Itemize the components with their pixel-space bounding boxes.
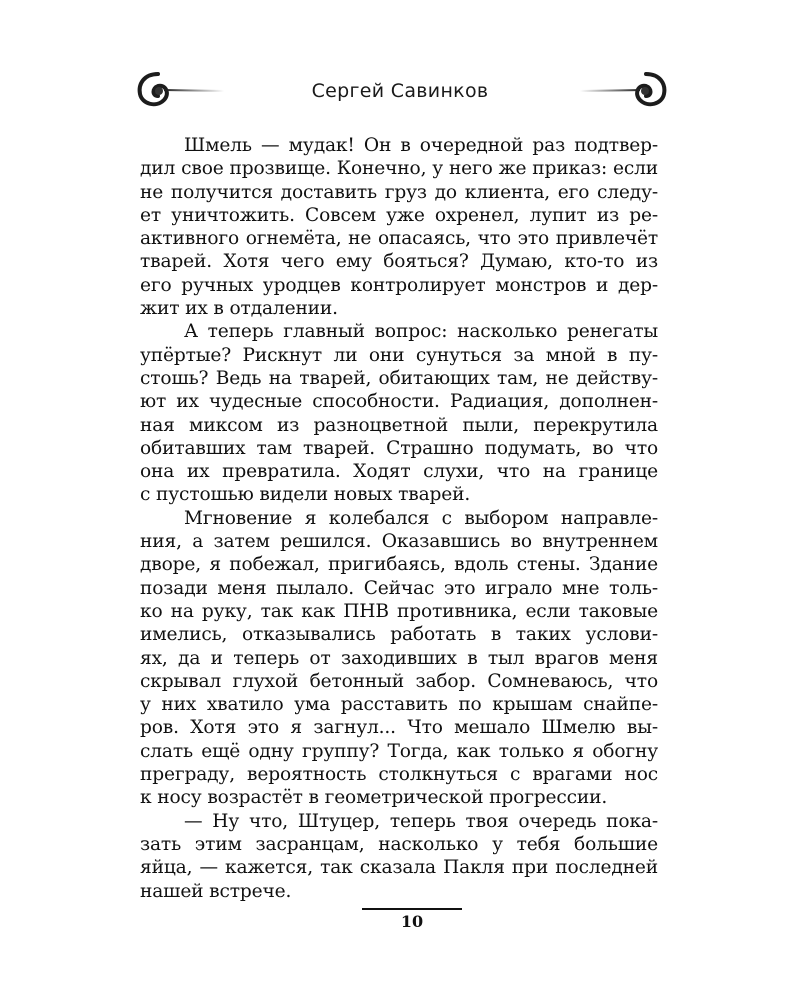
page-number: 10 xyxy=(400,912,424,931)
swirl-ornament-right-icon xyxy=(578,70,668,110)
text-line: с пустошью видели новых тварей. xyxy=(140,484,471,506)
text-line: его ручных уродцев контролирует монстров и дер- xyxy=(140,274,658,296)
text-line: дил свое прозвище. Конечно, у него же приказ: если xyxy=(140,158,658,180)
text-line: зать этим засранцам, насколько у тебя большие xyxy=(140,833,658,855)
text-line: ния, а затем решился. Оказавшись во внутреннем xyxy=(140,531,658,553)
text-line: обитавших там тварей. Страшно подумать, во что xyxy=(140,437,658,459)
author-name: Сергей Савинков xyxy=(311,80,489,102)
text-line: имелись, отказывались работать в таких услови- xyxy=(140,624,658,646)
text-line: преграду, вероятность столкнуться с врагами нос xyxy=(140,764,658,786)
page-header xyxy=(0,62,800,122)
text-line: не получится доставить груз до клиента, его следу- xyxy=(140,181,658,203)
text-line: скрывал глухой бетонный забор. Сомневаюсь, что xyxy=(140,670,658,692)
text-line: ная миксом из разноцветной пыли, перекрутила xyxy=(140,414,658,436)
text-line: А теперь главный вопрос: насколько ренегаты xyxy=(184,321,658,343)
text-line: у них хватило ума расставить по крышам снайпе- xyxy=(140,694,658,716)
text-line: ют их чудесные способности. Радиация, дополнен- xyxy=(140,391,658,413)
text-line: яйца, — кажется, так сказала Пакля при последней xyxy=(140,857,658,879)
text-line: нашей встрече. xyxy=(140,880,292,902)
text-line: слать ещё одну группу? Тогда, как только я обогну xyxy=(140,740,658,762)
text-line: Шмель — мудак! Он в очередной раз подтвер- xyxy=(184,135,658,156)
text-line: позади меня пылало. Сейчас это играло мне толь- xyxy=(140,577,658,599)
text-line: дворе, я побежал, пригибаясь, вдоль стены. Здание xyxy=(140,554,658,576)
text-line: стошь? Ведь на тварей, обитающих там, не действу- xyxy=(140,367,658,389)
text-line: — Ну что, Штуцер, теперь твоя очередь пока- xyxy=(184,810,658,832)
text-line: ет уничтожить. Совсем уже охренел, лупит из ре- xyxy=(140,204,658,226)
text-line: она их превратила. Ходят слухи, что на границе xyxy=(140,461,658,483)
text-line: Мгновение я колебался с выбором направле- xyxy=(184,507,658,529)
text-line: упёртые? Рискнут ли они сунуться за мной в пу- xyxy=(140,344,658,366)
text-line: ях, да и теперь от заходивших в тыл врагов меня xyxy=(140,647,658,669)
text-line: ров. Хотя это я загнул... Что мешало Шмелю вы- xyxy=(140,717,658,739)
text-line: активного огнемёта, не опасаясь, что это привлечёт xyxy=(140,228,658,250)
text-line: жит их в отдалении. xyxy=(140,298,338,320)
page-body xyxy=(140,134,658,903)
footer-rule xyxy=(362,908,462,910)
text-line: тварей. Хотя чего ему бояться? Думаю, кто-то из xyxy=(140,251,658,273)
text-line: ко на руку, так как ПНВ противника, если таковые xyxy=(140,600,658,622)
text-line: к носу возрастёт в геометрической прогрессии. xyxy=(140,787,608,809)
